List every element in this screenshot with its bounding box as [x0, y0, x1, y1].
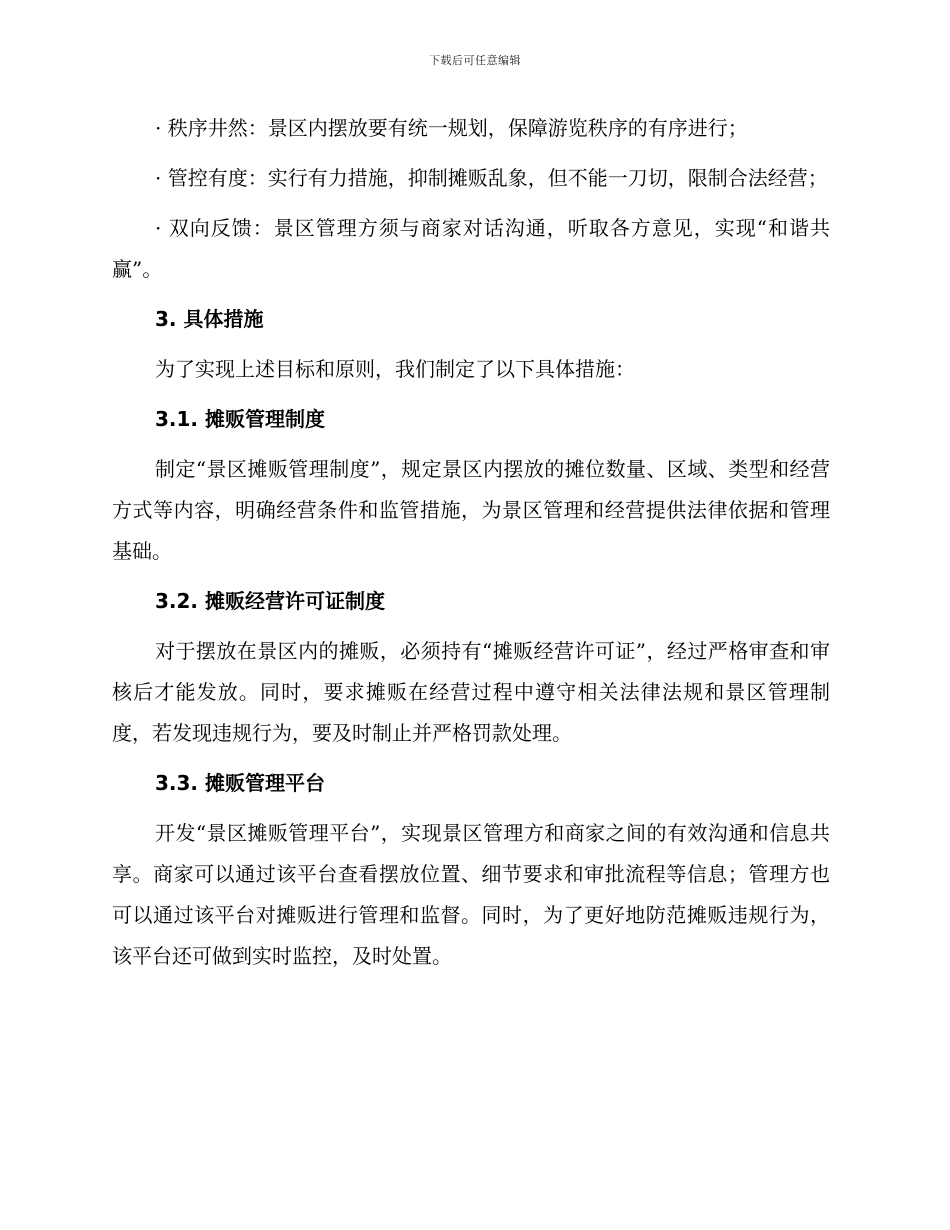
section-heading-measures: 3. 具体措施 — [155, 307, 264, 331]
paragraph-license-system: 对于摆放在景区内的摊贩，必须持有“摊贩经营许可证”，经过严格审查和审核后才能发放。同时，要求摊贩在经营过程中遵守相关法律法规和景区管理制度，若发现违规行为，要及时制止并严格罚款处理。 — [112, 639, 830, 745]
bullet-paragraph-order: · 秩序井然：景区内摆放要有统一规划，保障游览秩序的有序进行； — [155, 116, 748, 140]
paragraph-management-platform: 开发“景区摊贩管理平台”，实现景区管理方和商家之间的有效沟通和信息共享。商家可以通过该平台查看摆放位置、细节要求和审批流程等信息；管理方也可以通过该平台对摊贩进行管理和监督。同时，为了更好地防范摊贩违规行为，该平台还可做到实时监控，及时处置。 — [112, 821, 830, 968]
bullet-paragraph-control: · 管控有度：实行有力措施，抑制摊贩乱象，但不能一刀切，限制合法经营； — [155, 166, 828, 190]
page-header: 下载后可任意编辑 — [429, 54, 521, 67]
subsection-heading-management-platform: 3.3. 摊贩管理平台 — [155, 771, 325, 795]
subsection-heading-license-system: 3.2. 摊贩经营许可证制度 — [155, 589, 385, 613]
paragraph-management-system: 制定“景区摊贩管理制度”，规定景区内摆放的摊位数量、区域、类型和经营方式等内容，明确经营条件和监管措施，为景区管理和经营提供法律依据和管理基础。 — [112, 457, 830, 563]
subsection-heading-management-system: 3.1. 摊贩管理制度 — [155, 407, 325, 431]
paragraph-measures-intro: 为了实现上述目标和原则，我们制定了以下具体措施： — [155, 357, 635, 381]
document-body — [112, 108, 830, 986]
bullet-paragraph-feedback: · 双向反馈：景区管理方须与商家对话沟通，听取各方意见，实现“和谐共赢”。 — [112, 216, 830, 281]
